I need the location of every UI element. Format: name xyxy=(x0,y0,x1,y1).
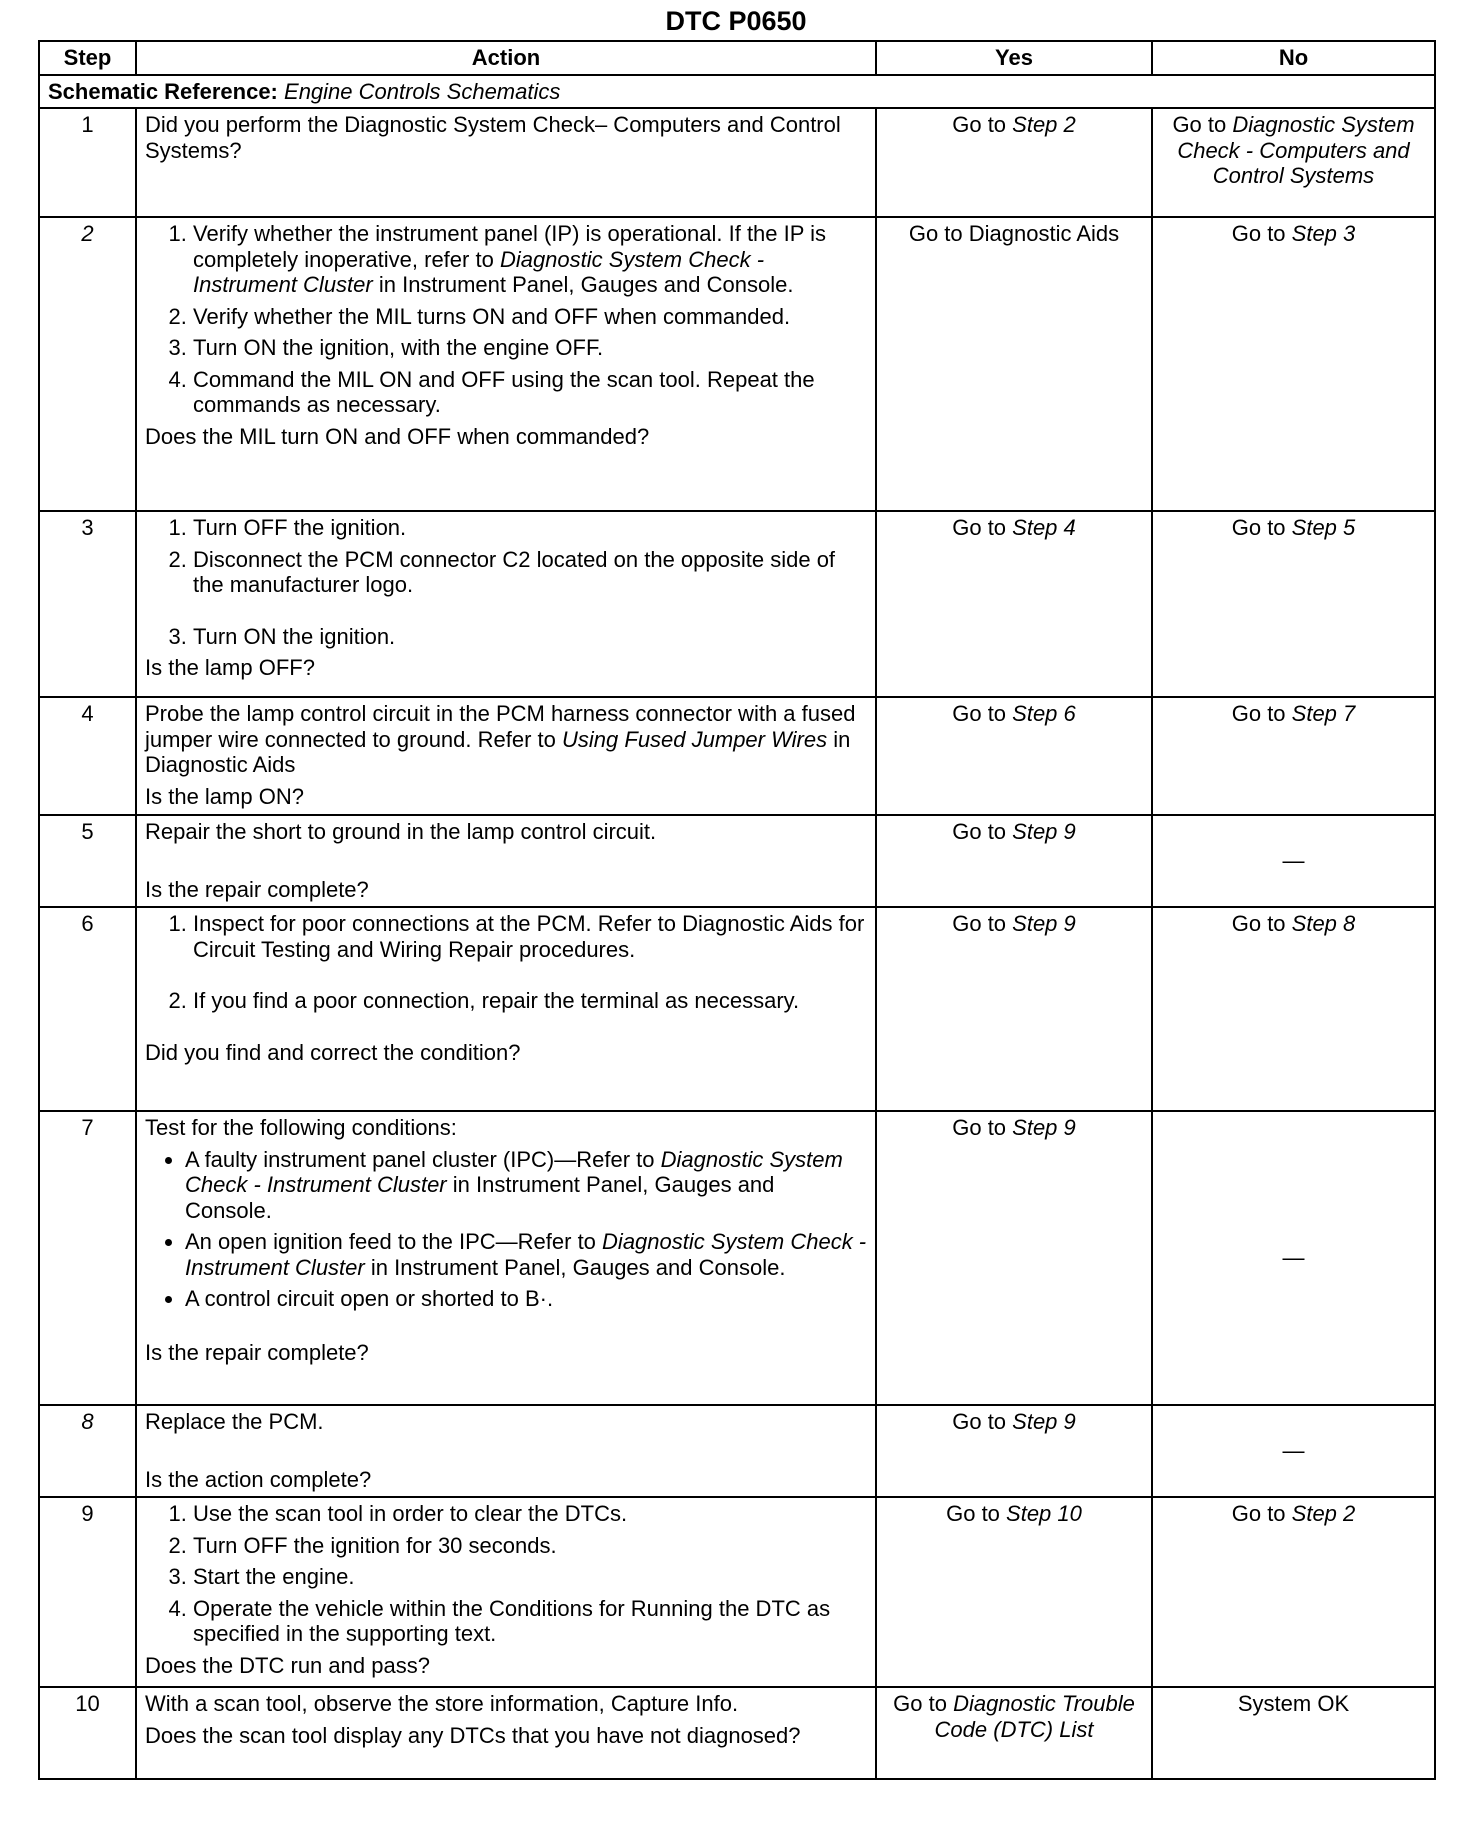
table-row xyxy=(39,217,1435,511)
action-cell xyxy=(136,1497,876,1687)
question: Does the DTC run and pass? xyxy=(145,1652,430,1678)
action-cell xyxy=(136,1111,876,1405)
item-ref: Diagnostic System Check - Instrument Cluster xyxy=(193,246,765,298)
list-item: 3. Turn ON the ignition, with the engine OFF. xyxy=(193,335,867,361)
step-number: 10 xyxy=(39,1687,136,1779)
table-row xyxy=(39,108,1435,217)
question: Is the action complete? xyxy=(145,1466,372,1492)
action-text xyxy=(145,701,867,778)
item-text: A faulty instrument panel cluster (IPC)—Refer to xyxy=(185,1146,661,1172)
list-item: 3. Start the engine. xyxy=(193,1564,867,1590)
no-cell xyxy=(1152,217,1435,511)
header-no: No xyxy=(1152,41,1435,75)
no-cell xyxy=(1152,1497,1435,1687)
question: Is the lamp ON? xyxy=(145,783,304,809)
action-bullets xyxy=(145,1147,867,1312)
dtc-table xyxy=(38,40,1436,1780)
yes-link: Step 2 xyxy=(1012,112,1076,138)
list-item: 3. Turn ON the ignition. xyxy=(193,624,867,650)
page-title: DTC P0650 xyxy=(665,6,807,36)
list-item: 2. Disconnect the PCM connector C2 located on the opposite side of the manufacturer logo. xyxy=(193,547,867,598)
table-row xyxy=(39,815,1435,907)
yes-cell xyxy=(876,907,1152,1111)
question: Does the scan tool display any DTCs that you have not diagnosed? xyxy=(145,1722,801,1748)
no-prefix: Go to xyxy=(1231,221,1292,247)
list-item: 2. Turn OFF the ignition for 30 seconds. xyxy=(193,1533,867,1559)
action-cell xyxy=(136,1405,876,1497)
no-cell: — xyxy=(1152,1111,1435,1405)
no-link: Step 5 xyxy=(1291,515,1356,541)
no-link: Diagnostic System Check - Computers and Control Systems xyxy=(1177,112,1415,189)
step-number: 8 xyxy=(39,1405,136,1497)
question: Is the lamp OFF? xyxy=(145,655,315,681)
yes-prefix: Go to xyxy=(946,1501,1007,1527)
yes-prefix: Go to xyxy=(952,515,1013,541)
yes-prefix: Go to xyxy=(952,701,1013,727)
yes-prefix: Go to xyxy=(952,112,1013,138)
no-cell: — xyxy=(1152,815,1435,907)
header-step: Step xyxy=(39,41,136,75)
schematic-value: Engine Controls Schematics xyxy=(284,78,561,104)
step-number: 1 xyxy=(39,108,136,217)
action-cell xyxy=(136,1687,876,1779)
no-prefix: Go to xyxy=(1231,701,1292,727)
step-number: 4 xyxy=(39,697,136,815)
table-row xyxy=(39,697,1435,815)
item-text: Verify whether the instrument panel (IP) is operational. If the IP is completely inoperative, refer to xyxy=(193,221,827,272)
action-cell xyxy=(136,815,876,907)
action-text: With a scan tool, observe the store information, Capture Info. xyxy=(145,1691,739,1717)
action-text: Repair the short to ground in the lamp control circuit. xyxy=(145,819,657,845)
no-link: Step 2 xyxy=(1291,1501,1356,1527)
question: Is the repair complete? xyxy=(145,1339,369,1365)
table-row xyxy=(39,1497,1435,1687)
yes-link: Step 9 xyxy=(1012,819,1076,845)
list-item: 1. Inspect for poor connections at the PCM. Refer to Diagnostic Aids for Circuit Testing and Wiring Repair procedures. xyxy=(193,911,867,962)
list-item: 4. Command the MIL ON and OFF using the scan tool. Repeat the commands as necessary. xyxy=(193,367,867,418)
table-row xyxy=(39,511,1435,697)
no-prefix: Go to xyxy=(1231,911,1292,937)
list-item: 1. Use the scan tool in order to clear the DTCs. xyxy=(193,1501,867,1527)
step-number: 6 xyxy=(39,907,136,1111)
item-text: in Instrument Panel, Gauges and Console. xyxy=(372,272,794,298)
action-text: Replace the PCM. xyxy=(145,1409,324,1435)
yes-cell xyxy=(876,1687,1152,1779)
yes-link: Step 4 xyxy=(1012,515,1076,541)
schematic-label: Schematic Reference: xyxy=(48,78,278,104)
action-ref: Using Fused Jumper Wires xyxy=(562,726,828,752)
spacer xyxy=(145,1435,867,1467)
action-list xyxy=(145,515,867,649)
action-intro: Test for the following conditions: xyxy=(145,1115,457,1141)
yes-cell xyxy=(876,1111,1152,1405)
no-prefix: Go to xyxy=(1231,515,1292,541)
yes-link: Step 9 xyxy=(1012,1409,1076,1435)
item-ref: Diagnostic System Check - Instrument Cluster xyxy=(185,1146,843,1198)
yes-cell xyxy=(876,815,1152,907)
yes-prefix: Go to xyxy=(952,911,1013,937)
spacer xyxy=(145,845,867,877)
action-list xyxy=(145,911,867,1014)
action-cell xyxy=(136,697,876,815)
no-link: Step 3 xyxy=(1291,221,1356,247)
no-prefix: Go to xyxy=(1231,1501,1292,1527)
item-text: in Instrument Panel, Gauges and Console. xyxy=(364,1254,786,1280)
action-text: Did you perform the Diagnostic System Check– Computers and Control Systems? xyxy=(145,112,841,163)
no-cell: System OK xyxy=(1152,1687,1435,1779)
action-list xyxy=(145,221,867,418)
no-cell xyxy=(1152,108,1435,217)
action-cell xyxy=(136,217,876,511)
no-cell xyxy=(1152,697,1435,815)
step-number: 3 xyxy=(39,511,136,697)
item-ref: Diagnostic System Check - Instrument Cluster xyxy=(185,1229,867,1280)
action-text-part: Probe the lamp control circuit in the PCM harness connector with a fused jumper wire connected to ground. Refer to xyxy=(145,701,856,752)
yes-prefix: Go to xyxy=(893,1691,954,1717)
yes-prefix: Go to xyxy=(952,1115,1013,1141)
yes-cell xyxy=(876,1405,1152,1497)
step-number: 7 xyxy=(39,1111,136,1405)
table-row xyxy=(39,1687,1435,1779)
item-text: in Instrument Panel, Gauges and Console. xyxy=(185,1172,775,1223)
header-yes: Yes xyxy=(876,41,1152,75)
no-cell: — xyxy=(1152,1405,1435,1497)
action-text-part: in Diagnostic Aids xyxy=(145,726,851,778)
table-row xyxy=(39,907,1435,1111)
item-text: An open ignition feed to the IPC—Refer to xyxy=(185,1229,603,1255)
question: Did you find and correct the condition? xyxy=(145,1039,521,1065)
yes-prefix: Go to xyxy=(952,819,1013,845)
list-item xyxy=(185,1147,867,1224)
no-prefix: Go to xyxy=(1172,112,1233,138)
yes-link: Step 9 xyxy=(1012,1115,1076,1141)
schematic-row xyxy=(39,75,1435,109)
yes-link: Diagnostic Trouble Code (DTC) List xyxy=(934,1691,1135,1742)
list-item: 1. Turn OFF the ignition. xyxy=(193,515,867,541)
step-number: 2 xyxy=(39,217,136,511)
yes-cell xyxy=(876,697,1152,815)
question: Is the repair complete? xyxy=(145,876,369,902)
yes-cell xyxy=(876,108,1152,217)
list-item: 4. Operate the vehicle within the Conditions for Running the DTC as specified in the supporting text. xyxy=(193,1596,867,1647)
list-item: 2. If you find a poor connection, repair the terminal as necessary. xyxy=(193,988,867,1014)
step-number: 9 xyxy=(39,1497,136,1687)
yes-cell xyxy=(876,217,1152,511)
action-list xyxy=(145,1501,867,1647)
question: Does the MIL turn ON and OFF when commanded? xyxy=(145,423,650,449)
no-link: Step 7 xyxy=(1291,701,1356,727)
yes-link: Step 10 xyxy=(1006,1501,1082,1527)
yes-cell xyxy=(876,1497,1152,1687)
table-row xyxy=(39,1111,1435,1405)
list-item xyxy=(185,1229,867,1280)
action-cell xyxy=(136,511,876,697)
action-cell xyxy=(136,108,876,217)
list-item: • A control circuit open or shorted to B·. xyxy=(185,1286,867,1312)
yes-link: Step 6 xyxy=(1012,701,1076,727)
schematic-reference xyxy=(39,75,1435,109)
header-row xyxy=(39,41,1435,75)
yes-prefix: Go to Diagnostic Aids xyxy=(908,221,1120,247)
action-cell xyxy=(136,907,876,1111)
table-row xyxy=(39,1405,1435,1497)
list-item: 2. Verify whether the MIL turns ON and OFF when commanded. xyxy=(193,304,867,330)
yes-link: Step 9 xyxy=(1012,911,1076,937)
step-number: 5 xyxy=(39,815,136,907)
yes-cell xyxy=(876,511,1152,697)
header-action: Action xyxy=(136,41,876,75)
no-cell xyxy=(1152,907,1435,1111)
list-item xyxy=(193,221,867,298)
yes-prefix: Go to xyxy=(952,1409,1013,1435)
no-cell xyxy=(1152,511,1435,697)
no-link: Step 8 xyxy=(1291,911,1356,937)
